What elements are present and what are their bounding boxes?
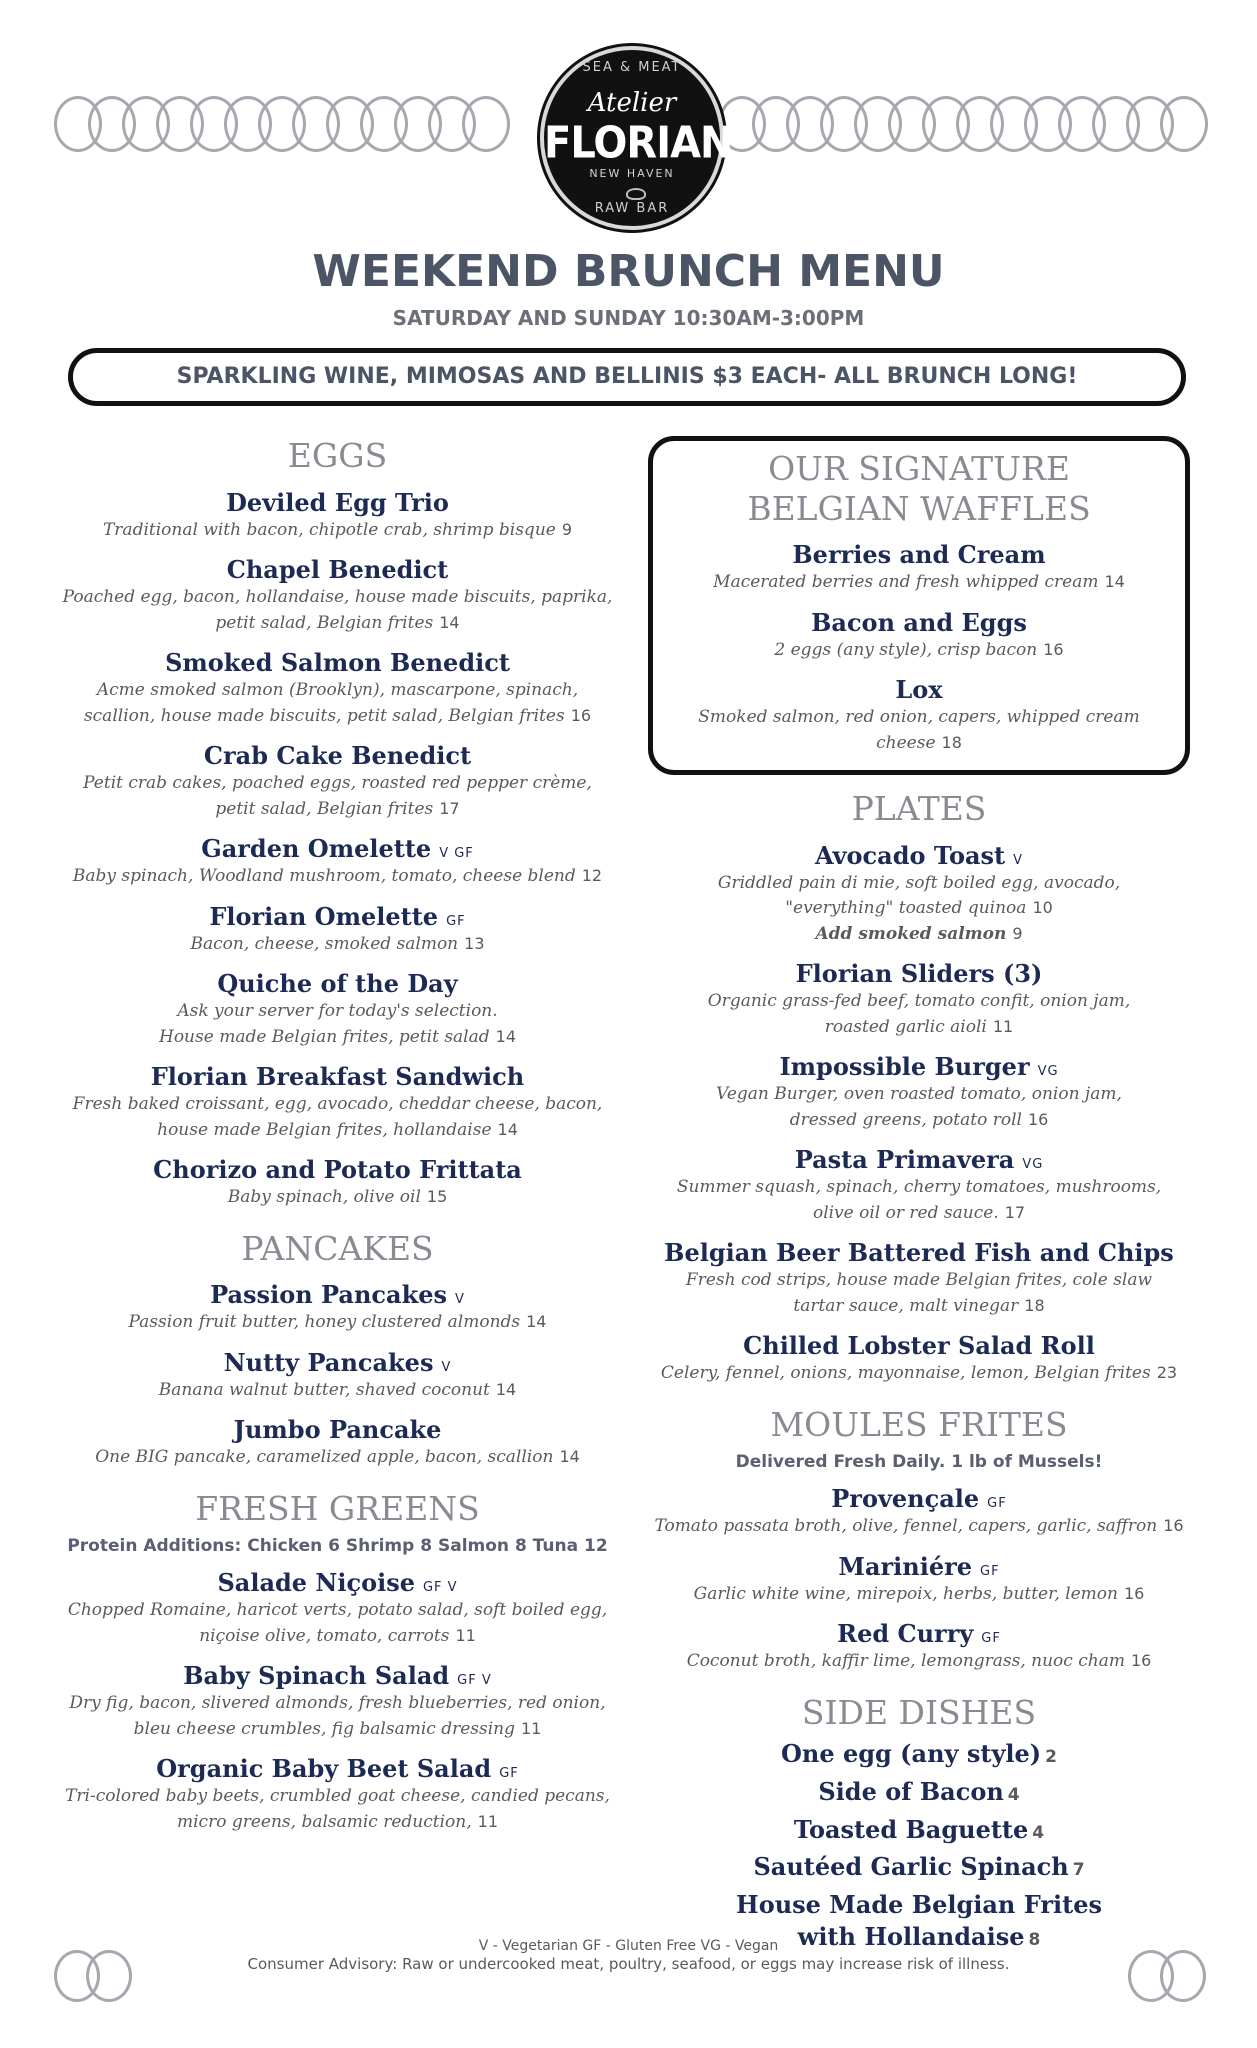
section-title-waffles-line1: OUR SIGNATURE bbox=[768, 449, 1070, 488]
menu-item bbox=[648, 1331, 1190, 1387]
item-description-text: Vegan Burger, oven roasted tomato, onion jam, bbox=[716, 1084, 1122, 1105]
menu-item bbox=[648, 1238, 1190, 1319]
right-column bbox=[648, 436, 1190, 1953]
item-price: 16 bbox=[1043, 639, 1064, 659]
item-name bbox=[60, 1754, 615, 1784]
item-name-text: Pasta Primavera bbox=[794, 1145, 1015, 1175]
item-description bbox=[60, 1717, 615, 1743]
item-name-text: Red Curry bbox=[837, 1619, 974, 1649]
item-price: 11 bbox=[455, 1625, 476, 1645]
menu-item bbox=[648, 1484, 1190, 1540]
side-dish-price: 8 bbox=[1028, 1929, 1041, 1950]
item-description bbox=[60, 1445, 615, 1471]
mussels-note: Delivered Fresh Daily. 1 lb of Mussels! bbox=[735, 1452, 1103, 1473]
item-price: 16 bbox=[1124, 1583, 1145, 1603]
item-description-text: Tri-colored baby beets, crumbled goat cheese, candied pecans, bbox=[65, 1786, 610, 1807]
menu-item bbox=[648, 959, 1190, 1040]
item-name-text: Belgian Beer Battered Fish and Chips bbox=[664, 1238, 1174, 1268]
side-dish-name: One egg (any style) bbox=[781, 1739, 1042, 1769]
item-price: 14 bbox=[526, 1312, 547, 1332]
item-description-text: Passion fruit butter, honey clustered almonds bbox=[128, 1312, 521, 1333]
item-description-text: Baby spinach, Woodland mushroom, tomato, cheese blend bbox=[72, 866, 576, 887]
dietary-tag: V bbox=[454, 1292, 465, 1308]
item-name-text: Chapel Benedict bbox=[226, 555, 449, 585]
side-dish-price: 2 bbox=[1045, 1747, 1057, 1768]
dietary-tag: VG bbox=[1022, 1157, 1044, 1173]
side-dish-name: Side of Bacon bbox=[818, 1777, 1004, 1807]
item-name bbox=[60, 1280, 615, 1310]
menu-item bbox=[663, 540, 1175, 596]
item-name bbox=[60, 1062, 615, 1092]
item-description bbox=[648, 1108, 1190, 1134]
item-name bbox=[60, 834, 615, 864]
item-description-text: Banana walnut butter, shaved coconut bbox=[158, 1379, 490, 1400]
item-description-text: House made Belgian frites, petit salad bbox=[159, 1026, 490, 1047]
item-description bbox=[60, 1092, 615, 1118]
item-name bbox=[663, 540, 1175, 570]
item-name-text: Deviled Egg Trio bbox=[226, 487, 449, 517]
item-name bbox=[648, 1052, 1190, 1082]
item-description bbox=[648, 1201, 1190, 1227]
section-title-moules-frites: MOULES FRITES bbox=[770, 1404, 1068, 1444]
item-description bbox=[663, 570, 1175, 596]
item-price: 11 bbox=[521, 1718, 542, 1738]
item-name-text: Quiche of the Day bbox=[217, 969, 458, 999]
item-description-text: petit salad, Belgian frites bbox=[215, 612, 434, 633]
item-price: 18 bbox=[941, 732, 962, 752]
item-price: 17 bbox=[439, 798, 460, 818]
item-description bbox=[648, 1649, 1190, 1675]
plates-list bbox=[648, 841, 1190, 1387]
item-description bbox=[60, 1598, 615, 1624]
menu-hours: SATURDAY AND SUNDAY 10:30AM-3:00PM bbox=[392, 306, 865, 330]
item-price: 16 bbox=[1130, 1651, 1152, 1671]
item-description bbox=[60, 678, 615, 704]
item-name-text: Avocado Toast bbox=[814, 840, 1006, 870]
item-price: 14 bbox=[495, 1026, 516, 1046]
side-dish-price: 4 bbox=[1032, 1822, 1045, 1843]
decorative-rings-left bbox=[54, 96, 496, 152]
restaurant-logo bbox=[540, 46, 733, 230]
item-name bbox=[60, 648, 615, 678]
item-addon-price: 9 bbox=[1012, 923, 1023, 943]
item-description-text: bleu cheese crumbles, fig balsamic dressing bbox=[133, 1718, 515, 1739]
item-description bbox=[663, 705, 1175, 756]
logo-arc-top-text: SEA & MEAT bbox=[582, 60, 682, 75]
item-name bbox=[60, 969, 615, 999]
item-price: 18 bbox=[1024, 1295, 1045, 1315]
item-description bbox=[60, 1691, 615, 1717]
item-description-text: niçoise olive, tomato, carrots bbox=[199, 1625, 450, 1646]
item-name-text: Lox bbox=[895, 675, 943, 705]
logo-name-text: FLORIAN bbox=[544, 117, 733, 169]
menu-item bbox=[60, 488, 615, 544]
item-name-text: Smoked Salmon Benedict bbox=[165, 648, 510, 678]
eggs-list bbox=[60, 488, 615, 1211]
pancakes-list bbox=[60, 1280, 615, 1471]
item-description-text: Smoked salmon, red onion, capers, whipped cream cheese bbox=[698, 707, 1140, 753]
item-name-text: Salade Niçoise bbox=[217, 1568, 415, 1598]
section-title-pancakes: PANCAKES bbox=[241, 1228, 434, 1268]
item-description bbox=[60, 585, 615, 611]
decorative-rings-right bbox=[718, 96, 1194, 152]
item-description bbox=[648, 896, 1190, 922]
item-description-text: dressed greens, potato roll bbox=[789, 1109, 1022, 1130]
item-name bbox=[60, 488, 615, 518]
item-description bbox=[60, 1624, 615, 1650]
item-description-text: Coconut broth, kaffir lime, lemongrass, nuoc cham bbox=[686, 1651, 1125, 1672]
item-description bbox=[60, 771, 615, 797]
item-name bbox=[60, 1155, 615, 1185]
menu-item bbox=[60, 741, 615, 822]
item-name-text: Nutty Pancakes bbox=[223, 1347, 434, 1377]
item-name-text: Florian Omelette bbox=[209, 901, 439, 931]
item-name-text: Berries and Cream bbox=[792, 540, 1046, 570]
menu-item bbox=[663, 675, 1175, 756]
menu-item bbox=[648, 841, 1190, 948]
item-name-text: Passion Pancakes bbox=[210, 1280, 447, 1310]
menu-item bbox=[648, 1552, 1190, 1608]
item-description bbox=[60, 1118, 615, 1144]
promo-banner: SPARKLING WINE, MIMOSAS AND BELLINIS $3 EACH- ALL BRUNCH LONG! bbox=[68, 348, 1186, 406]
item-name bbox=[60, 902, 615, 932]
item-name bbox=[648, 1331, 1190, 1361]
item-description-text: roasted garlic aioli bbox=[824, 1016, 987, 1037]
item-description bbox=[60, 611, 615, 637]
item-name-text: Chorizo and Potato Frittata bbox=[153, 1155, 522, 1185]
item-description-text: Chopped Romaine, haricot verts, potato salad, soft boiled egg, bbox=[67, 1600, 608, 1621]
menu-item bbox=[648, 1619, 1190, 1675]
consumer-advisory: Consumer Advisory: Raw or undercooked meat, poultry, seafood, or eggs may increase risk of illness. bbox=[247, 1955, 1010, 1973]
item-description-text: Griddled pain di mie, soft boiled egg, avocado, bbox=[717, 872, 1121, 893]
item-price: 16 bbox=[1027, 1109, 1049, 1129]
item-name-text: Mariniére bbox=[838, 1551, 973, 1581]
item-description-text: "everything" toasted quinoa bbox=[785, 898, 1027, 919]
item-description bbox=[648, 1268, 1190, 1294]
item-price: 17 bbox=[1004, 1202, 1026, 1222]
item-description bbox=[648, 989, 1190, 1015]
item-description-text: Poached egg, bacon, hollandaise, house made biscuits, paprika, bbox=[62, 587, 613, 608]
side-dish-name: Sautéed Garlic Spinach bbox=[753, 1852, 1069, 1882]
item-description bbox=[648, 1582, 1190, 1608]
menu-item bbox=[648, 1052, 1190, 1133]
crab-icon bbox=[626, 188, 646, 200]
item-name bbox=[60, 741, 615, 771]
item-name-text: Chilled Lobster Salad Roll bbox=[743, 1331, 1095, 1361]
dietary-tag: V bbox=[1013, 852, 1024, 868]
item-description bbox=[648, 1175, 1190, 1201]
menu-item bbox=[648, 1145, 1190, 1226]
dietary-tag: VG bbox=[1037, 1064, 1059, 1080]
dietary-tag: GF V bbox=[422, 1580, 458, 1596]
section-title-plates: PLATES bbox=[851, 789, 987, 829]
menu-item bbox=[60, 902, 615, 958]
menu-item bbox=[663, 608, 1175, 664]
dietary-legend: V - Vegetarian GF - Gluten Free VG - Vegan bbox=[478, 1938, 779, 1954]
item-description bbox=[60, 1378, 615, 1404]
dietary-tag: GF bbox=[981, 1631, 1001, 1647]
item-price: 16 bbox=[570, 705, 592, 725]
item-description-text: Fresh baked croissant, egg, avocado, cheddar cheese, bacon, bbox=[72, 1094, 603, 1115]
item-description-text: Garlic white wine, mirepoix, herbs, butter, lemon bbox=[693, 1583, 1118, 1604]
menu-item bbox=[60, 1062, 615, 1143]
item-description-text: Traditional with bacon, chipotle crab, shrimp bisque bbox=[102, 519, 556, 540]
item-name-text: Baby Spinach Salad bbox=[183, 1661, 450, 1691]
dietary-tag: GF bbox=[980, 1563, 1000, 1579]
item-description-text: Organic grass-fed beef, tomato confit, onion jam, bbox=[707, 991, 1131, 1012]
left-column bbox=[60, 436, 615, 1835]
item-description bbox=[60, 1310, 615, 1336]
item-name-text: Garden Omelette bbox=[201, 834, 432, 864]
item-price: 9 bbox=[561, 519, 573, 539]
menu-title: WEEKEND BRUNCH MENU bbox=[312, 246, 945, 297]
item-price: 14 bbox=[497, 1119, 518, 1139]
item-name bbox=[663, 675, 1175, 705]
item-description-text: micro greens, balsamic reduction, bbox=[176, 1811, 472, 1832]
waffles-list bbox=[663, 540, 1175, 756]
item-description-text: Macerated berries and fresh whipped cream bbox=[713, 572, 1099, 593]
item-name bbox=[60, 555, 615, 585]
item-description bbox=[663, 638, 1175, 664]
item-description bbox=[60, 1185, 615, 1211]
item-name-text: Crab Cake Benedict bbox=[203, 741, 472, 771]
item-description bbox=[60, 1784, 615, 1810]
item-name-text: Bacon and Eggs bbox=[811, 607, 1027, 637]
item-description-text: house made Belgian frites, hollandaise bbox=[157, 1119, 492, 1140]
item-description-text: Dry fig, bacon, slivered almonds, fresh blueberries, red onion, bbox=[69, 1693, 606, 1714]
section-title-eggs: EGGS bbox=[287, 436, 388, 475]
item-name-text: Provençale bbox=[831, 1484, 980, 1514]
item-description-text: tartar sauce, malt vinegar bbox=[793, 1295, 1019, 1316]
item-price: 11 bbox=[992, 1016, 1014, 1036]
item-name-text: Jumbo Pancake bbox=[233, 1415, 442, 1445]
item-name bbox=[648, 1552, 1190, 1582]
item-name-text: Florian Breakfast Sandwich bbox=[150, 1062, 525, 1092]
item-name bbox=[648, 959, 1190, 989]
item-name bbox=[60, 1415, 615, 1445]
item-description-text: Acme smoked salmon (Brooklyn), mascarpone, spinach, bbox=[96, 680, 579, 701]
item-description-text: Celery, fennel, onions, mayonnaise, lemon, Belgian frites bbox=[660, 1363, 1151, 1384]
item-name bbox=[648, 841, 1190, 871]
item-price: 14 bbox=[559, 1447, 580, 1467]
section-title-waffles-line2: BELGIAN WAFFLES bbox=[747, 488, 1091, 528]
item-price: 10 bbox=[1032, 898, 1053, 918]
item-description-text: Ask your server for today's selection. bbox=[177, 1001, 498, 1022]
item-description bbox=[60, 1810, 615, 1836]
item-description-text: Tomato passata broth, olive, fennel, capers, garlic, saffron bbox=[654, 1516, 1158, 1537]
menu-item bbox=[60, 648, 615, 729]
item-price: 13 bbox=[464, 933, 485, 953]
item-description-text: Summer squash, spinach, cherry tomatoes, mushrooms, bbox=[676, 1177, 1162, 1198]
menu-item bbox=[60, 1568, 615, 1649]
side-dish-item bbox=[648, 1814, 1190, 1846]
menu-item bbox=[60, 1280, 615, 1336]
item-description-text: One BIG pancake, caramelized apple, bacon, scallion bbox=[95, 1447, 554, 1468]
item-description-text: Baby spinach, olive oil bbox=[227, 1187, 421, 1208]
item-description-text: Fresh cod strips, house made Belgian frites, cole slaw bbox=[685, 1270, 1153, 1291]
section-title-side-dishes: SIDE DISHES bbox=[801, 1692, 1037, 1732]
item-description-text: olive oil or red sauce. bbox=[812, 1202, 999, 1223]
dietary-tag: GF bbox=[446, 913, 466, 929]
item-name bbox=[60, 1348, 615, 1378]
sides-list bbox=[648, 1738, 1190, 1952]
item-name-text: Organic Baby Beet Salad bbox=[156, 1754, 492, 1784]
menu-item bbox=[60, 969, 615, 1050]
section-title-fresh-greens: FRESH GREENS bbox=[195, 1488, 480, 1528]
item-addon bbox=[648, 922, 1190, 948]
waffles-box bbox=[648, 436, 1190, 775]
item-addon-text: Add smoked salmon bbox=[815, 923, 1007, 944]
item-description bbox=[648, 1082, 1190, 1108]
dietary-tag: GF V bbox=[457, 1673, 492, 1689]
item-name bbox=[663, 608, 1175, 638]
dietary-tag: GF bbox=[499, 1766, 519, 1782]
item-price: 14 bbox=[1104, 572, 1125, 592]
item-description bbox=[648, 1294, 1190, 1320]
item-description bbox=[60, 518, 615, 544]
item-description bbox=[60, 864, 615, 890]
item-description bbox=[60, 704, 615, 730]
item-name bbox=[60, 1568, 615, 1598]
item-description bbox=[648, 1361, 1190, 1387]
side-dish-name: House Made Belgian Frites bbox=[736, 1890, 1102, 1920]
item-description-text: Petit crab cakes, poached eggs, roasted red pepper crème, bbox=[83, 773, 592, 794]
item-description bbox=[648, 1015, 1190, 1041]
item-description bbox=[60, 1025, 615, 1051]
moules-list bbox=[648, 1484, 1190, 1675]
side-dish-name-cont: with Hollandaise bbox=[797, 1921, 1025, 1951]
side-dish-name: Toasted Baguette bbox=[793, 1814, 1029, 1844]
side-dish-price: 4 bbox=[1007, 1785, 1020, 1806]
item-description bbox=[60, 797, 615, 823]
item-description-text: Bacon, cheese, smoked salmon bbox=[190, 933, 459, 954]
item-description bbox=[648, 1514, 1190, 1540]
item-name bbox=[648, 1619, 1190, 1649]
item-price: 14 bbox=[439, 612, 460, 632]
item-description bbox=[648, 871, 1190, 897]
dietary-tag: GF bbox=[987, 1496, 1007, 1512]
logo-script-text: Atelier bbox=[587, 88, 677, 118]
item-name bbox=[60, 1661, 615, 1691]
item-name bbox=[648, 1238, 1190, 1268]
item-description-text: scallion, house made biscuits, petit salad, Belgian frites bbox=[83, 705, 565, 726]
menu-item bbox=[60, 1754, 615, 1835]
item-description-text: petit salad, Belgian frites bbox=[215, 798, 434, 819]
item-name-text: Florian Sliders (3) bbox=[795, 959, 1043, 989]
item-price: 12 bbox=[581, 866, 603, 886]
item-description bbox=[60, 999, 615, 1025]
side-dish-item bbox=[648, 1851, 1190, 1883]
side-dish-item bbox=[648, 1776, 1190, 1808]
protein-additions-note: Protein Additions: Chicken 6 Shrimp 8 Salmon 8 Tuna 12 bbox=[67, 1536, 608, 1557]
item-description bbox=[60, 932, 615, 958]
item-name bbox=[648, 1484, 1190, 1514]
menu-item bbox=[60, 1415, 615, 1471]
item-name bbox=[648, 1145, 1190, 1175]
menu-item bbox=[60, 1348, 615, 1404]
dietary-tag: V bbox=[441, 1359, 452, 1375]
menu-item bbox=[60, 834, 615, 890]
side-dish-price: 7 bbox=[1072, 1860, 1085, 1881]
item-price: 15 bbox=[426, 1187, 448, 1207]
side-dish-item bbox=[648, 1738, 1190, 1770]
greens-list bbox=[60, 1568, 615, 1835]
item-description-text: 2 eggs (any style), crisp bacon bbox=[774, 639, 1038, 660]
item-price: 16 bbox=[1163, 1516, 1184, 1536]
dietary-tag: V GF bbox=[439, 846, 474, 862]
menu-item bbox=[60, 1155, 615, 1211]
menu-item bbox=[60, 1661, 615, 1742]
item-name-text: Impossible Burger bbox=[779, 1052, 1030, 1082]
logo-arc-bottom-text: RAW BAR bbox=[594, 201, 670, 216]
menu-item bbox=[60, 555, 615, 636]
item-price: 23 bbox=[1156, 1363, 1178, 1383]
item-price: 14 bbox=[495, 1379, 517, 1399]
logo-city-text: NEW HAVEN bbox=[589, 167, 675, 180]
item-price: 11 bbox=[477, 1811, 498, 1831]
